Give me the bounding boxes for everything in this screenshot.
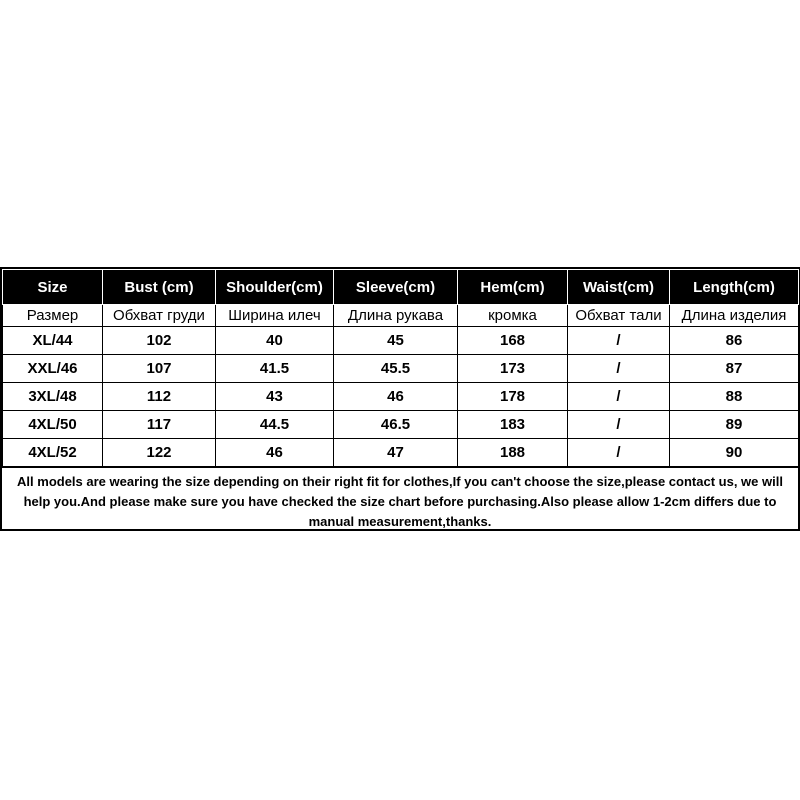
cell-length: 88 [670, 383, 799, 411]
table-row [3, 327, 799, 355]
header-sleeve-ru: Длина рукава [334, 305, 458, 327]
header-bust-ru: Обхват груди [103, 305, 216, 327]
header-length-ru: Длина изделия [670, 305, 799, 327]
cell-sleeve: 47 [334, 439, 458, 467]
header-sleeve: Sleeve(cm) [334, 270, 458, 305]
cell-length: 86 [670, 327, 799, 355]
cell-waist: / [568, 383, 670, 411]
cell-hem: 173 [458, 355, 568, 383]
cell-bust: 102 [103, 327, 216, 355]
cell-bust: 117 [103, 411, 216, 439]
table-row [3, 411, 799, 439]
cell-bust: 107 [103, 355, 216, 383]
cell-size: 4XL/52 [3, 439, 103, 467]
cell-hem: 183 [458, 411, 568, 439]
cell-sleeve: 46 [334, 383, 458, 411]
size-chart-note: All models are wearing the size depending on their right fit for clothes,If you can't choose the size,please contact us, we will help you.And please make sure you have checked the size chart before purchasing.Also please allow 1-2cm differs due to manual measurement,thanks. [2, 467, 798, 536]
cell-length: 90 [670, 439, 799, 467]
cell-waist: / [568, 439, 670, 467]
cell-shoulder: 44.5 [216, 411, 334, 439]
cell-bust: 112 [103, 383, 216, 411]
header-size-ru: Размер [3, 305, 103, 327]
cell-hem: 178 [458, 383, 568, 411]
cell-waist: / [568, 355, 670, 383]
cell-sleeve: 45.5 [334, 355, 458, 383]
cell-size: 3XL/48 [3, 383, 103, 411]
cell-shoulder: 43 [216, 383, 334, 411]
cell-size: XL/44 [3, 327, 103, 355]
header-waist-ru: Обхват тали [568, 305, 670, 327]
english-header-row [3, 270, 799, 305]
cell-size: 4XL/50 [3, 411, 103, 439]
header-size: Size [3, 270, 103, 305]
header-waist: Waist(cm) [568, 270, 670, 305]
cell-shoulder: 46 [216, 439, 334, 467]
header-bust: Bust (cm) [103, 270, 216, 305]
cell-waist: / [568, 411, 670, 439]
cell-hem: 188 [458, 439, 568, 467]
table-row [3, 439, 799, 467]
header-length: Length(cm) [670, 270, 799, 305]
cell-length: 87 [670, 355, 799, 383]
cell-shoulder: 41.5 [216, 355, 334, 383]
cell-waist: / [568, 327, 670, 355]
header-shoulder-ru: Ширина илеч [216, 305, 334, 327]
table-row [3, 355, 799, 383]
header-shoulder: Shoulder(cm) [216, 270, 334, 305]
cell-bust: 122 [103, 439, 216, 467]
header-hem-ru: кромка [458, 305, 568, 327]
cell-hem: 168 [458, 327, 568, 355]
russian-header-row [3, 305, 799, 327]
header-hem: Hem(cm) [458, 270, 568, 305]
size-chart [0, 267, 800, 531]
size-table [2, 269, 799, 467]
cell-size: XXL/46 [3, 355, 103, 383]
cell-length: 89 [670, 411, 799, 439]
cell-sleeve: 45 [334, 327, 458, 355]
cell-shoulder: 40 [216, 327, 334, 355]
cell-sleeve: 46.5 [334, 411, 458, 439]
table-row [3, 383, 799, 411]
